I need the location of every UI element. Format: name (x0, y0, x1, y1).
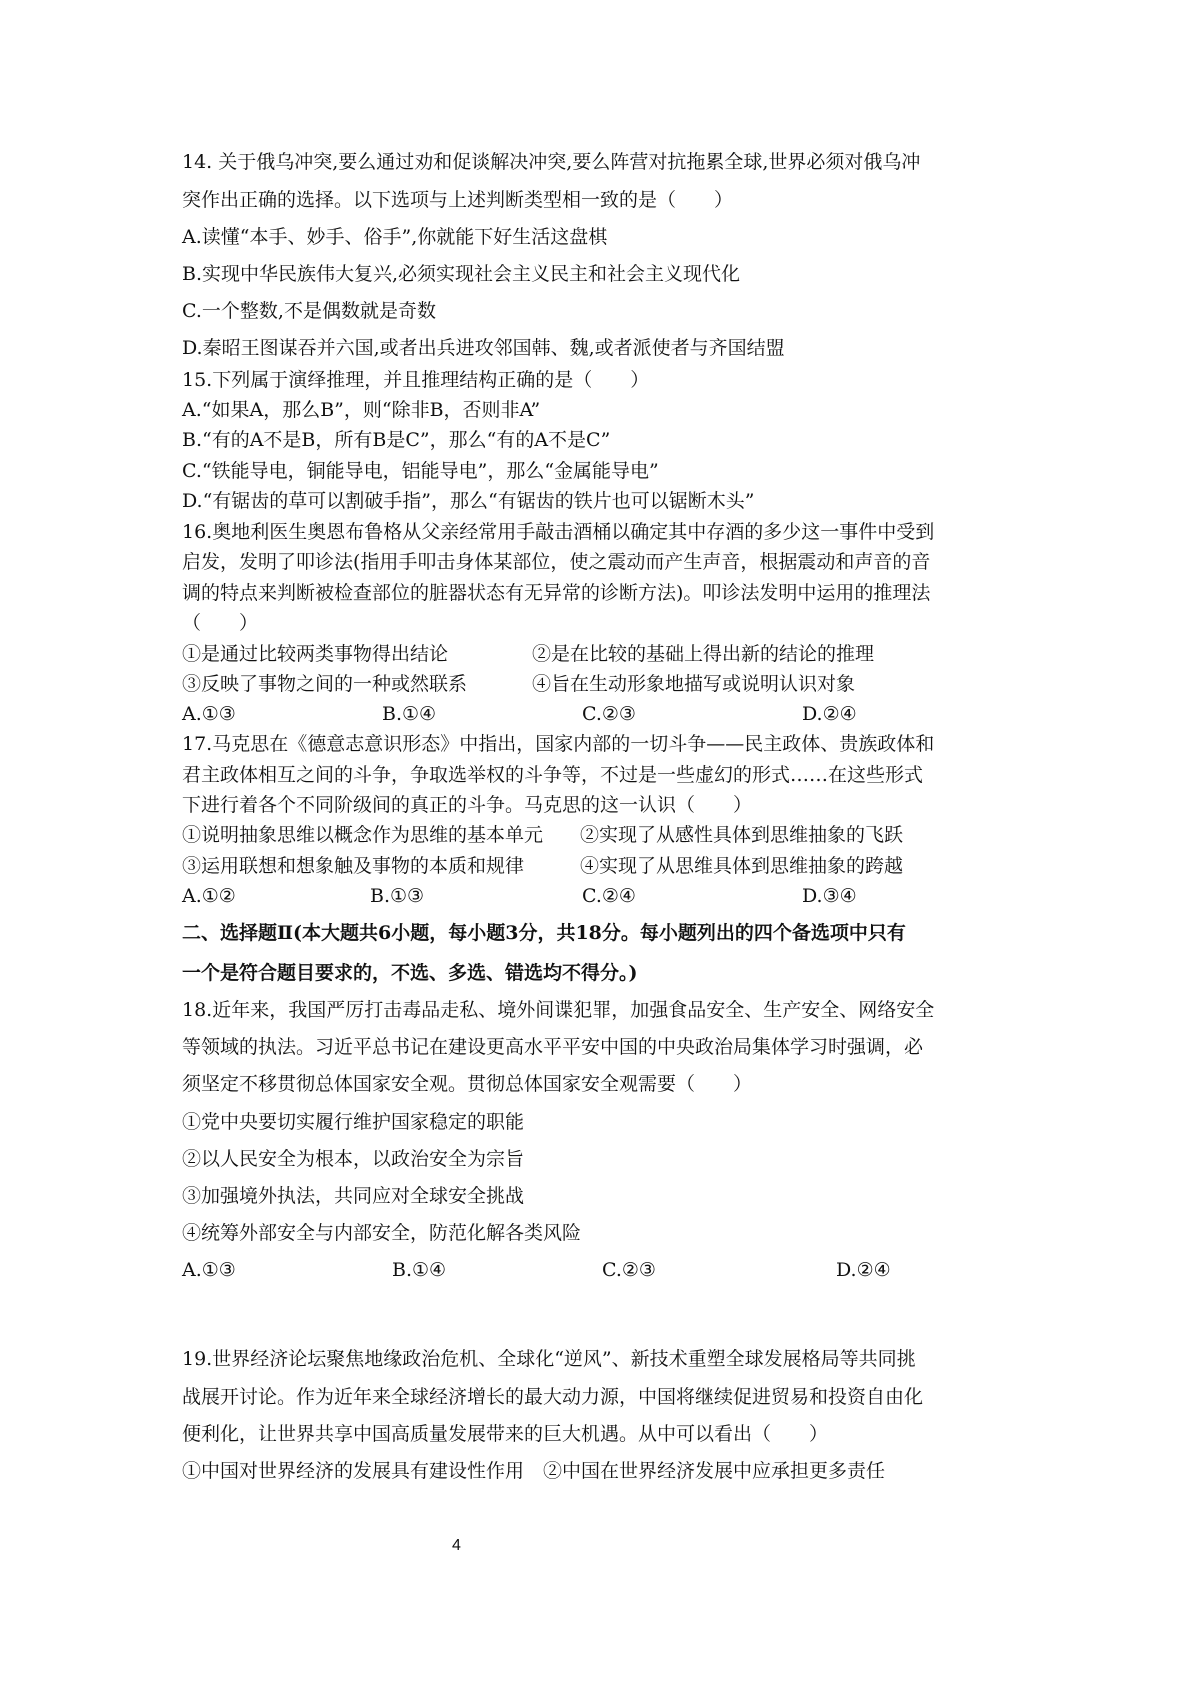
q17-stem-line-3: 下进行着各个不同阶级间的真正的斗争。马克思的这一认识（ ） (182, 794, 753, 816)
q16-statement-1: ①是通过比较两类事物得出结论 (182, 643, 449, 665)
section-2-heading-line-2: 一个是符合题目要求的，不选、多选、错选均不得分。) (182, 962, 638, 984)
q18-statement-3: ③加强境外执法，共同应对全球安全挑战 (182, 1185, 525, 1207)
q18-option-d: D.②④ (836, 1259, 891, 1281)
q16-option-b: B.①④ (382, 703, 437, 725)
q17-statement-3: ③运用联想和想象触及事物的本质和规律 (182, 855, 525, 877)
q17-option-a: A.①② (182, 885, 236, 907)
q18-stem-line-3: 须坚定不移贯彻总体国家安全观。贯彻总体国家安全观需要（ ） (182, 1073, 753, 1095)
q15-stem: 15.下列属于演绎推理，并且推理结构正确的是（ ） (182, 369, 650, 391)
q18-stem-line-1: 18.近年来，我国严厉打击毒品走私、境外间谍犯罪，加强食品安全、生产安全、网络安全 (182, 999, 935, 1021)
q17-statement-4: ④实现了从思维具体到思维抽象的跨越 (580, 855, 904, 877)
q19-stem-line-3: 便利化，让世界共享中国高质量发展带来的巨大机遇。从中可以看出（ ） (182, 1423, 829, 1445)
q16-stem-line-4: （ ） (182, 612, 259, 634)
q18-stem-line-2: 等领域的执法。习近平总书记在建设更高水平平安中国的中央政治局集体学习时强调，必 (182, 1036, 924, 1058)
section-2-heading-line-1: 二、选择题Ⅱ(本大题共6小题，每小题3分，共18分。每小题列出的四个备选项中只有 (182, 922, 906, 944)
q15-option-a: A.“如果A，那么B”，则“除非B，否则非A” (182, 399, 541, 421)
q18-option-b: B.①④ (392, 1259, 447, 1281)
q16-option-c: C.②③ (582, 703, 636, 725)
q16-stem-line-3: 调的特点来判断被检查部位的脏器状态有无异常的诊断方法)。叩诊法发明中运用的推理法 (182, 582, 931, 604)
q16-stem-line-2: 启发，发明了叩诊法(指用手叩击身体某部位，使之震动而产生声音，根据震动和声音的音 (182, 551, 931, 573)
q19-statements-1-2: ①中国对世界经济的发展具有建设性作用 ②中国在世界经济发展中应承担更多责任 (182, 1460, 886, 1482)
q17-option-c: C.②④ (582, 885, 636, 907)
q18-statement-2: ②以人民安全为根本，以政治安全为宗旨 (182, 1148, 525, 1170)
q15-option-d: D.“有锯齿的草可以割破手指”，那么“有锯齿的铁片也可以锯断木头” (182, 490, 755, 512)
q16-statement-4: ④旨在生动形象地描写或说明认识对象 (532, 673, 856, 695)
q17-stem-line-2: 君主政体相互之间的斗争，争取选举权的斗争等，不过是一些虚幻的形式……在这些形式 (182, 764, 924, 786)
q18-option-c: C.②③ (602, 1259, 656, 1281)
q17-option-b: B.①③ (370, 885, 425, 907)
q17-option-d: D.③④ (802, 885, 857, 907)
q16-statement-2: ②是在比较的基础上得出新的结论的推理 (532, 643, 875, 665)
q14-option-d: D.秦昭王图谋吞并六国,或者出兵进攻邻国韩、魏,或者派使者与齐国结盟 (182, 337, 785, 359)
q14-option-b: B.实现中华民族伟大复兴,必须实现社会主义民主和社会主义现代化 (182, 263, 741, 285)
q17-stem-line-1: 17.马克思在《德意志意识形态》中指出，国家内部的一切斗争——民主政体、贵族政体和 (182, 733, 935, 755)
q15-option-c: C.“铁能导电，铜能导电，铝能导电”，那么“金属能导电” (182, 460, 659, 482)
q14-stem-line-1: 14. 关于俄乌冲突,要么通过劝和促谈解决冲突,要么阵营对抗拖累全球,世界必须对俄乌冲 (182, 151, 921, 173)
q16-option-d: D.②④ (802, 703, 857, 725)
q18-option-a: A.①③ (182, 1259, 236, 1281)
q14-option-a: A.读懂“本手、妙手、俗手”,你就能下好生活这盘棋 (182, 226, 608, 248)
q17-statement-1: ①说明抽象思维以概念作为思维的基本单元 (182, 824, 544, 846)
q16-option-a: A.①③ (182, 703, 236, 725)
q16-statement-3: ③反映了事物之间的一种或然联系 (182, 673, 468, 695)
q19-stem-line-1: 19.世界经济论坛聚焦地缘政治危机、全球化“逆风”、新技术重塑全球发展格局等共同挑 (182, 1348, 916, 1370)
q18-statement-1: ①党中央要切实履行维护国家稳定的职能 (182, 1111, 525, 1133)
q14-option-c: C.一个整数,不是偶数就是奇数 (182, 300, 436, 322)
q19-stem-line-2: 战展开讨论。作为近年来全球经济增长的最大动力源，中国将继续促进贸易和投资自由化 (182, 1386, 924, 1408)
q15-option-b: B.“有的A不是B，所有B是C”，那么“有的A不是C” (182, 429, 611, 451)
q18-statement-4: ④统筹外部安全与内部安全，防范化解各类风险 (182, 1222, 582, 1244)
page-number: 4 (452, 1537, 461, 1554)
q16-stem-line-1: 16.奥地利医生奥恩布鲁格从父亲经常用手敲击酒桶以确定其中存酒的多少这一事件中受到 (182, 521, 935, 543)
q14-stem-line-2: 突作出正确的选择。以下选项与上述判断类型相一致的是（ ） (182, 189, 734, 211)
q17-statement-2: ②实现了从感性具体到思维抽象的飞跃 (580, 824, 904, 846)
